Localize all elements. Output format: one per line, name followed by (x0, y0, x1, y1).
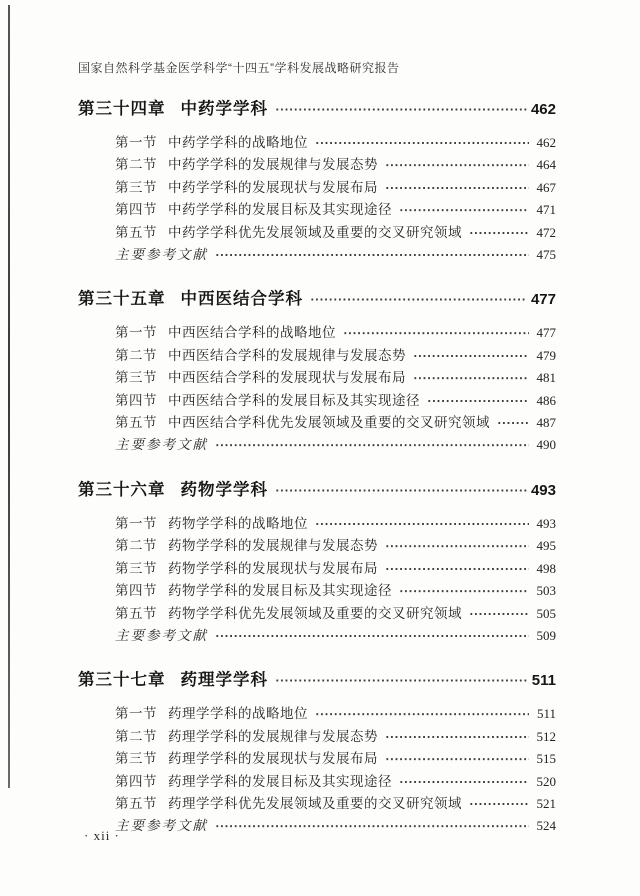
section-page-number: 479 (536, 347, 556, 363)
section-title: 药理学学科的发展现状与发展布局 (168, 751, 378, 767)
section-title: 中药学学科优先发展领域及重要的交叉研究领域 (168, 224, 462, 240)
section-title: 中药学学科的战略地位 (168, 135, 308, 150)
toc-chapter (78, 288, 556, 456)
toc-section-row (115, 625, 556, 647)
section-title: 药物学学科的发展目标及其实现途径 (168, 583, 392, 599)
toc-chapter (78, 479, 556, 647)
section-title: 中药学学科的发展规律与发展态势 (168, 157, 378, 173)
section-title: 主要参考文献 (115, 627, 208, 643)
toc-section-row (115, 390, 556, 412)
toc-section-row (115, 132, 556, 154)
section-title: 中西医结合学科的发展目标及其实现途径 (168, 392, 420, 408)
section-number: 第四节 (115, 392, 157, 408)
section-number: 第五节 (115, 415, 157, 431)
section-number: 第一节 (115, 515, 157, 531)
section-page-number: 505 (536, 605, 556, 621)
section-title: 药理学学科的发展目标及其实现途径 (168, 773, 392, 789)
chapter-number: 第三十四章 (78, 100, 166, 118)
toc-section-row (115, 177, 556, 199)
dot-leader (315, 513, 529, 535)
toc-section-row (115, 513, 556, 535)
dot-leader (469, 603, 529, 625)
chapter-page-number: 511 (531, 672, 556, 690)
section-page-number: 524 (536, 818, 556, 834)
table-of-contents (78, 98, 556, 838)
dot-leader (399, 771, 529, 793)
toc-chapter (78, 669, 556, 837)
section-title: 药理学学科的发展规律与发展态势 (168, 728, 378, 744)
section-number: 第三节 (115, 560, 157, 576)
dot-leader (399, 199, 529, 221)
section-page-number: 471 (536, 202, 556, 218)
chapter-title: 药物学学科 (180, 480, 268, 499)
section-number: 第四节 (115, 202, 157, 218)
chapter-sections (115, 322, 556, 456)
toc-section-row (115, 367, 556, 389)
section-title: 中西医结合学科的发展规律与发展态势 (168, 347, 406, 363)
section-page-number: 512 (536, 728, 556, 744)
dot-leader (315, 703, 529, 725)
dot-leader (413, 367, 529, 389)
dot-leader (275, 479, 527, 502)
section-page-number: 462 (536, 135, 556, 150)
section-number: 第一节 (115, 135, 157, 150)
section-number: 第一节 (115, 325, 157, 341)
chapter-sections (115, 513, 556, 647)
dot-leader (215, 625, 529, 647)
dot-leader (385, 726, 529, 748)
section-number: 第五节 (115, 795, 157, 811)
dot-leader (469, 793, 529, 815)
chapter-number: 第三十五章 (78, 290, 166, 309)
toc-section-row (115, 748, 556, 770)
section-title: 药物学学科优先发展领域及重要的交叉研究领域 (168, 605, 462, 621)
section-title: 药物学学科的发展规律与发展态势 (168, 538, 378, 554)
toc-section-row (115, 771, 556, 793)
section-title: 药理学学科的战略地位 (168, 706, 308, 722)
dot-leader (399, 580, 529, 602)
section-number: 第五节 (115, 224, 157, 240)
chapter-heading-row (78, 669, 556, 692)
dot-leader (469, 222, 529, 244)
chapter-page-number: 493 (530, 481, 556, 499)
chapter-title: 药理学学科 (180, 671, 268, 690)
scan-edge-line (8, 5, 10, 788)
chapter-title: 中西医结合学科 (180, 290, 303, 309)
chapter-heading-row (78, 288, 556, 311)
toc-section-row (115, 535, 556, 557)
dot-leader (413, 345, 529, 367)
section-number: 第三节 (115, 751, 157, 767)
dot-leader (385, 177, 529, 199)
section-number: 第三节 (115, 370, 157, 386)
chapter-title: 中药学学科 (180, 100, 268, 118)
section-number: 第一节 (115, 706, 157, 722)
section-number: 第二节 (115, 347, 157, 363)
toc-section-row (115, 558, 556, 580)
chapter-number: 第三十六章 (78, 480, 166, 499)
section-page-number: 509 (536, 627, 556, 643)
dot-leader (275, 669, 528, 692)
toc-section-row (115, 434, 556, 456)
section-page-number: 475 (536, 247, 556, 263)
toc-chapter (78, 98, 556, 266)
dot-leader (315, 132, 529, 154)
toc-section-row (115, 580, 556, 602)
section-page-number: 503 (536, 583, 556, 599)
section-page-number: 511 (536, 706, 556, 722)
toc-section-row (115, 154, 556, 176)
dot-leader (385, 558, 529, 580)
section-title: 中药学学科的发展目标及其实现途径 (168, 202, 392, 218)
section-page-number: 464 (536, 157, 556, 173)
chapter-number: 第三十七章 (78, 671, 166, 690)
chapter-sections (115, 703, 556, 837)
dot-leader (497, 412, 529, 434)
toc-section-row (115, 345, 556, 367)
section-page-number: 493 (536, 515, 556, 531)
toc-section-row (115, 412, 556, 434)
toc-section-row (115, 222, 556, 244)
page-content (78, 60, 556, 838)
toc-section-row (115, 322, 556, 344)
toc-section-row (115, 726, 556, 748)
dot-leader (275, 98, 527, 121)
section-page-number: 481 (536, 370, 556, 386)
dot-leader (215, 815, 529, 837)
section-number: 第二节 (115, 157, 157, 173)
toc-section-row (115, 793, 556, 815)
toc-section-row (115, 815, 556, 837)
chapter-page-number: 462 (530, 101, 556, 118)
section-number: 第三节 (115, 179, 157, 195)
toc-section-row (115, 603, 556, 625)
section-title: 药物学学科的战略地位 (168, 515, 308, 531)
section-page-number: 520 (536, 773, 556, 789)
section-title: 药物学学科的发展现状与发展布局 (168, 560, 378, 576)
section-title: 主要参考文献 (115, 818, 208, 834)
dot-leader (385, 154, 529, 176)
section-title: 中西医结合学科的战略地位 (168, 325, 336, 341)
section-title: 中西医结合学科优先发展领域及重要的交叉研究领域 (168, 415, 490, 431)
section-number: 第五节 (115, 605, 157, 621)
section-page-number: 495 (536, 538, 556, 554)
chapter-sections (115, 132, 556, 266)
section-number: 第四节 (115, 583, 157, 599)
toc-section-row (115, 244, 556, 266)
toc-section-row (115, 199, 556, 221)
section-page-number: 498 (536, 560, 556, 576)
section-title: 中药学学科的发展现状与发展布局 (168, 179, 378, 195)
section-page-number: 490 (536, 437, 556, 453)
section-title: 主要参考文献 (115, 437, 208, 453)
dot-leader (385, 748, 529, 770)
section-page-number: 521 (536, 795, 556, 811)
dot-leader (343, 322, 529, 344)
chapter-heading-row (78, 98, 556, 121)
page-number-footer: · xii · (84, 828, 120, 843)
section-number: 第四节 (115, 773, 157, 789)
dot-leader (385, 535, 529, 557)
section-page-number: 515 (536, 751, 556, 767)
running-header: 国家自然科学基金医学科学“十四五”学科发展战略研究报告 (78, 61, 400, 75)
toc-section-row (115, 703, 556, 725)
dot-leader (215, 434, 529, 456)
section-page-number: 487 (536, 415, 556, 431)
chapter-heading-row (78, 479, 556, 502)
section-page-number: 467 (536, 179, 556, 195)
section-title: 药理学学科优先发展领域及重要的交叉研究领域 (168, 795, 462, 811)
chapter-page-number: 477 (530, 291, 556, 309)
dot-leader (427, 390, 529, 412)
section-number: 第二节 (115, 728, 157, 744)
dot-leader (310, 288, 527, 311)
section-title: 主要参考文献 (115, 247, 208, 263)
dot-leader (215, 244, 529, 266)
section-page-number: 477 (536, 325, 556, 341)
section-number: 第二节 (115, 538, 157, 554)
section-page-number: 472 (536, 224, 556, 240)
section-page-number: 486 (536, 392, 556, 408)
section-title: 中西医结合学科的发展现状与发展布局 (168, 370, 406, 386)
